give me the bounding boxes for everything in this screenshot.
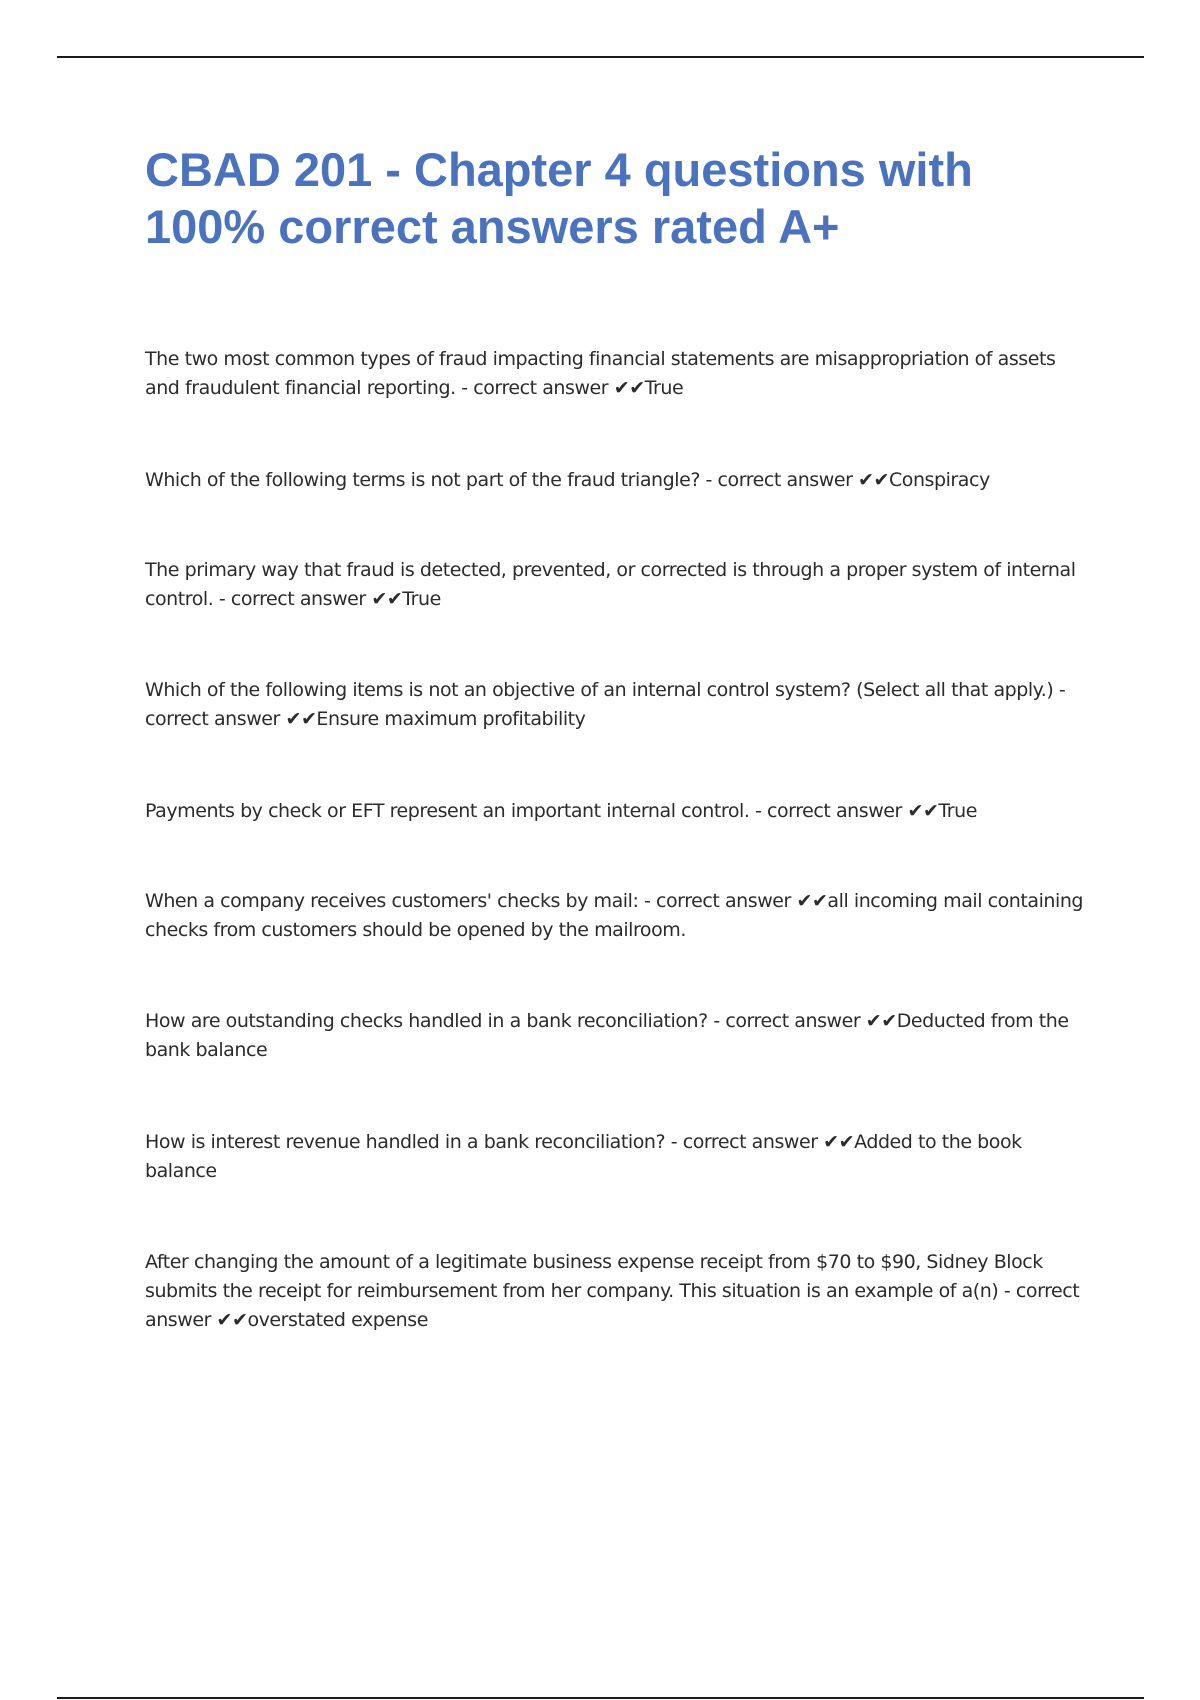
top-rule [57, 56, 1144, 58]
qa-item: Which of the following items is not an objective of an internal control system? (Select all that apply.) - correct answer ✔✔Ensure maximum profitability [145, 679, 1066, 730]
document-title: CBAD 201 - Chapter 4 questions with 100% correct answers rated A+ [145, 143, 973, 253]
qa-item: Which of the following terms is not part of the fraud triangle? - correct answer ✔✔Conspiracy [145, 469, 990, 491]
qa-item: The two most common types of fraud impacting financial statements are misappropriation of assets and fraudulent financial reporting. - correct answer ✔✔True [145, 348, 1056, 399]
bottom-rule [57, 1697, 1144, 1699]
qa-item: The primary way that fraud is detected, prevented, or corrected is through a proper system of internal control. - correct answer ✔✔True [145, 559, 1076, 610]
qa-item: After changing the amount of a legitimate business expense receipt from $70 to $90, Sidney Block submits the receipt for reimbursement from her company. This situation is an example of a(n) - correct answer ✔✔overstated expense [145, 1251, 1080, 1331]
qa-item: When a company receives customers' checks by mail: - correct answer ✔✔all incoming mail containing checks from customers should be opened by the mailroom. [145, 890, 1084, 941]
qa-item: How is interest revenue handled in a bank reconciliation? - correct answer ✔✔Added to the book balance [145, 1131, 1022, 1182]
qa-item: Payments by check or EFT represent an important internal control. - correct answer ✔✔True [145, 800, 977, 822]
qa-item: How are outstanding checks handled in a bank reconciliation? - correct answer ✔✔Deducted from the bank balance [145, 1010, 1069, 1061]
